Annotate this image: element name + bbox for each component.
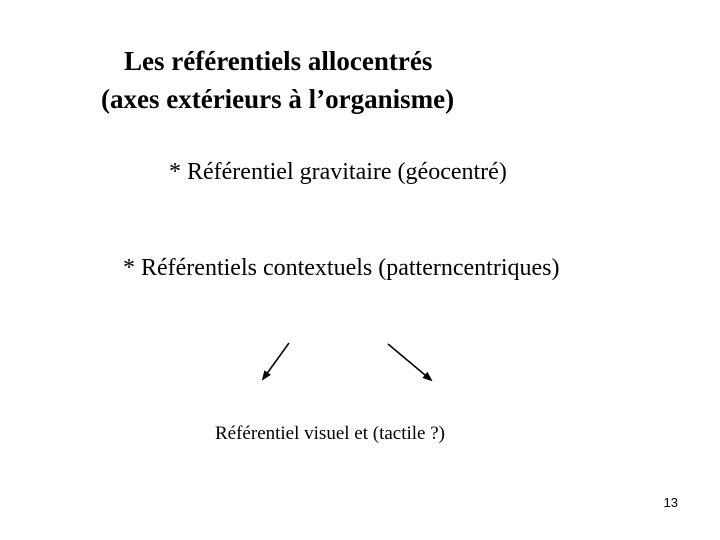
slide-title-line-2: (axes extérieurs à l’organisme) [101, 84, 455, 114]
subtext-referentiel-visuel: Référentiel visuel et (tactile ?) [215, 423, 445, 444]
page-number: 13 [663, 495, 678, 510]
arrow-right-icon [388, 344, 431, 380]
slide-title-line-1: Les référentiels allocentrés [124, 46, 433, 76]
bullet-gravitaire: * Référentiel gravitaire (géocentré) [169, 159, 507, 185]
bullet-contextuels: * Référentiels contextuels (patterncentriques) [123, 255, 560, 281]
arrow-left-icon [263, 343, 289, 379]
